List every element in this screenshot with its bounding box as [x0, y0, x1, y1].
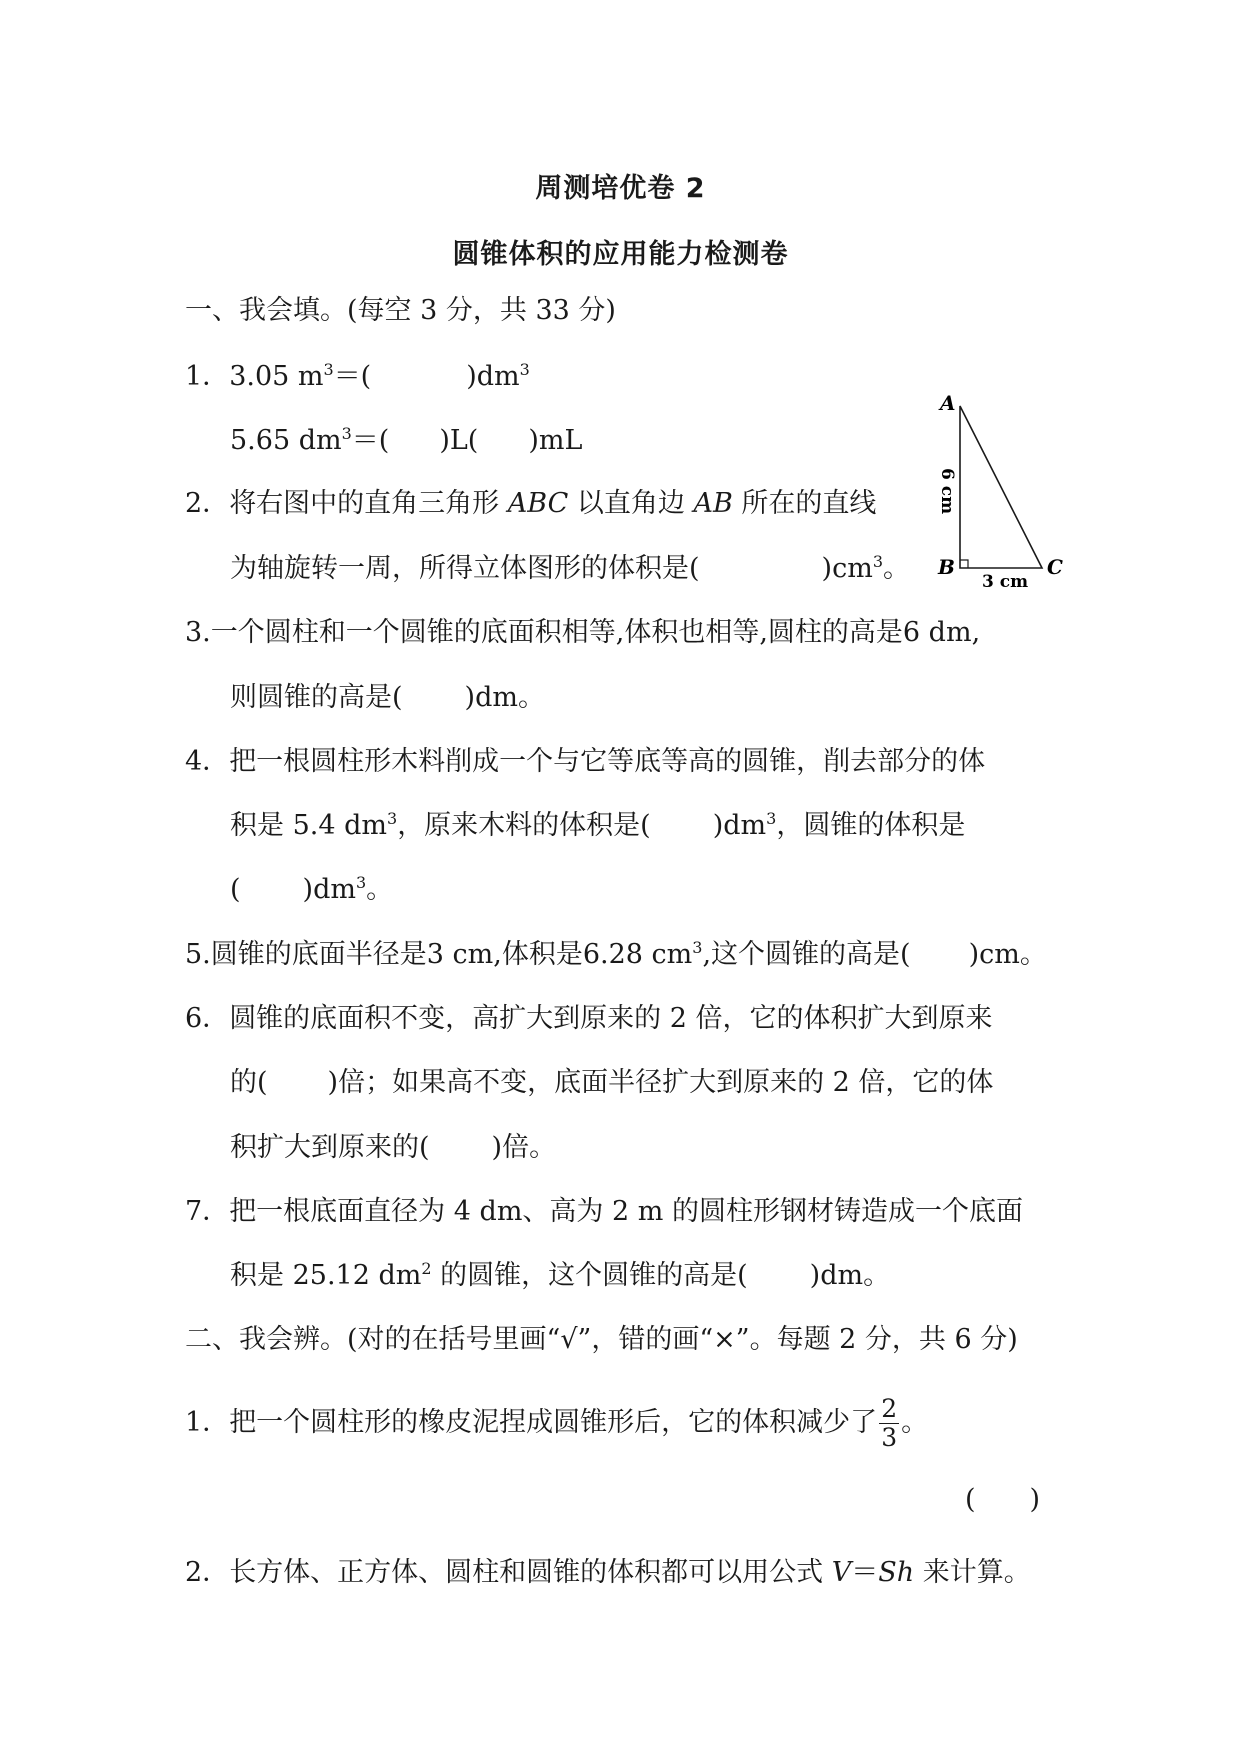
right-triangle-figure	[930, 390, 1070, 590]
question-1-2-line-2: 为轴旋转一周，所得立体图形的体积是( )$cm^3$。	[230, 552, 910, 584]
page-subtitle: 圆锥体积的应用能力检测卷	[452, 239, 789, 270]
side-label-ab: 6 cm	[937, 468, 957, 515]
judge-answer-box-1[interactable]: ( )	[965, 1484, 1041, 1515]
question-1-4-line-2: 积是 5.4 $dm^3$，原来木料的体积是( )$dm^3$，圆锥的体积是	[230, 809, 966, 841]
question-1-3-line-2: 则圆锥的高是( )dm。	[230, 682, 545, 713]
page-title: 周测培优卷 2	[535, 173, 706, 204]
question-1-6-line-1: 6．圆锥的底面积不变，高扩大到原来的 2 倍，它的体积扩大到原来	[185, 1003, 993, 1034]
fraction-two-thirds: $\frac{2}{3}$	[881, 1394, 898, 1452]
vertex-label-c: C	[1047, 555, 1063, 579]
section2-heading: 二、我会辨。(对的在括号里画“√”，错的画“×”。每题 2 分，共 6 分)	[185, 1324, 1018, 1355]
section1-heading: 一、我会填。(每空 3 分，共 33 分)	[185, 295, 616, 326]
question-2-2-line-1: 2．长方体、正方体、圆柱和圆锥的体积都可以用公式 V＝Sh 来计算。	[185, 1557, 1031, 1588]
question-2-1-line-1: 1．把一个圆柱形的橡皮泥捏成圆锥形后，它的体积减少了 $\frac{2}{3}$ 。	[185, 1394, 929, 1452]
question-1-2-line-1: 2．将右图中的直角三角形 ABC 以直角边 AB 所在的直线	[185, 488, 877, 519]
question-1-1-line-1: 1．3.05 $m^3=$( )$dm^3$	[185, 360, 530, 392]
question-1-4-line-1: 4．把一根圆柱形木料削成一个与它等底等高的圆锥，削去部分的体	[185, 746, 986, 777]
side-label-bc: 3 cm	[982, 572, 1029, 590]
vertex-label-b: B	[938, 555, 955, 579]
vertex-label-a: A	[940, 391, 956, 415]
question-1-1-line-2: 5.65 $dm^3=$( )L( )mL	[230, 424, 583, 456]
question-1-6-line-2: 的( )倍；如果高不变，底面半径扩大到原来的 2 倍，它的体	[230, 1067, 994, 1098]
question-1-5-line-1: 5.圆锥的底面半径是3 cm,体积是6.28 $cm^3$,这个圆锥的高是( )cm。	[185, 938, 1047, 970]
question-1-6-line-3: 积扩大到原来的( )倍。	[230, 1132, 557, 1163]
question-1-7-line-2: 积是 25.12 $dm^2$ 的圆锥，这个圆锥的高是( )dm。	[230, 1259, 891, 1291]
question-1-7-line-1: 7．把一根底面直径为 4 dm、高为 2 m 的圆柱形钢材铸造成一个底面	[185, 1196, 1023, 1227]
question-1-3-line-1: 3.一个圆柱和一个圆锥的底面积相等,体积也相等,圆柱的高是6 dm,	[185, 617, 981, 648]
question-1-4-line-3: ( )$dm^3$。	[230, 873, 394, 905]
